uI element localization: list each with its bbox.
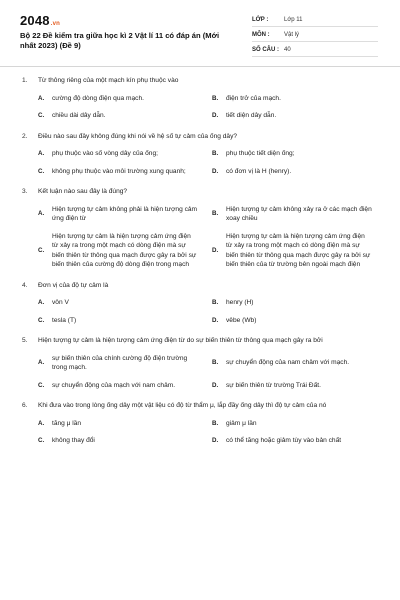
answer-option[interactable] — [212, 436, 378, 446]
meta-row-subject — [252, 29, 378, 42]
option-letter: D. — [212, 381, 219, 389]
logo-main-text: 2048 — [20, 13, 50, 28]
question-text: Đơn vị của độ tự cảm là — [38, 281, 109, 289]
option-letter: C. — [38, 167, 45, 175]
option-text: phụ thuộc tiết diện ống; — [226, 150, 295, 157]
option-letter: B. — [212, 359, 219, 367]
question-header — [22, 76, 378, 86]
answer-option[interactable] — [212, 149, 378, 159]
meta-key: MÔN : — [252, 32, 270, 38]
question-number: 3. — [22, 188, 28, 195]
answer-option[interactable] — [212, 205, 378, 224]
answer-options — [22, 298, 378, 325]
option-letter: C. — [38, 316, 45, 324]
question-text: Từ thông riêng của một mạch kín phụ thuộc vào — [38, 77, 179, 84]
option-letter: A. — [38, 94, 45, 102]
answer-option[interactable] — [38, 298, 204, 308]
answer-option[interactable] — [212, 94, 378, 104]
question-text: Kết luận nào sau đây là đúng? — [38, 188, 128, 195]
site-logo[interactable] — [20, 13, 60, 28]
answer-options — [22, 205, 378, 270]
option-text: Hiện tượng tự cảm là hiện tượng cảm ứng điện từ xảy ra trong một mạch có dòng điện mà sự biến thiên từ thông qua mạch được gây ra bởi sự biến thiên của từ trường bên ngoài mạch điện — [226, 232, 371, 268]
meta-row-question-count — [252, 44, 378, 57]
question-header — [22, 401, 378, 411]
question-item — [22, 281, 378, 326]
option-text: sự biến thiên của chính cường độ điện trường trong mạch. — [52, 354, 188, 371]
question-text: Hiện tượng tự cảm là hiện tượng cảm ứng điện từ do sự biến thiên từ thông qua mạch gây ra bởi — [38, 337, 323, 344]
answer-option[interactable] — [212, 419, 378, 429]
option-letter: B. — [212, 419, 219, 427]
answer-option[interactable] — [212, 298, 378, 308]
answer-option[interactable] — [38, 381, 204, 391]
option-letter: B. — [212, 299, 219, 306]
option-text: tăng μ lần — [52, 419, 82, 427]
answer-option[interactable] — [38, 94, 204, 104]
option-letter: D. — [212, 112, 219, 119]
answer-option[interactable] — [38, 167, 204, 177]
option-letter: A. — [38, 359, 45, 367]
option-letter: D. — [212, 246, 219, 254]
option-text: sự chuyển động của nam châm với mạch. — [226, 359, 350, 367]
header-divider — [0, 66, 400, 67]
question-header — [22, 187, 378, 197]
answer-option[interactable] — [212, 316, 378, 326]
question-item — [22, 132, 378, 177]
question-item — [22, 76, 378, 121]
option-text: vôn V — [52, 299, 69, 306]
option-text: Hiện tượng tự cảm không phải là hiện tượng cảm ứng điện từ — [52, 205, 198, 222]
question-header — [22, 281, 378, 291]
answer-option[interactable] — [38, 205, 204, 224]
question-item — [22, 401, 378, 446]
option-letter: B. — [212, 150, 219, 157]
option-text: phụ thuộc vào số vòng dây của ống; — [52, 150, 158, 157]
answer-option[interactable] — [38, 316, 204, 326]
answer-option[interactable] — [38, 354, 204, 373]
answer-option[interactable] — [212, 167, 378, 177]
option-text: vêbe (Wb) — [226, 316, 257, 324]
option-letter: A. — [38, 299, 45, 306]
option-text: sự biến thiên từ trường Trái Đất. — [226, 381, 321, 389]
question-item — [22, 336, 378, 390]
meta-key: SỐ CÂU : — [252, 47, 279, 53]
option-text: cường độ dòng điện qua mạch. — [52, 94, 144, 102]
option-letter: C. — [38, 381, 45, 389]
answer-option[interactable] — [38, 419, 204, 429]
question-number: 4. — [22, 281, 28, 289]
answer-option[interactable] — [38, 436, 204, 446]
meta-value: Lớp 11 — [284, 17, 303, 23]
option-text: điện trở của mạch. — [226, 94, 281, 102]
meta-row-class — [252, 14, 378, 27]
document-meta — [252, 14, 378, 59]
answer-options — [22, 94, 378, 121]
question-text: Khi đưa vào trong lòng ống dây một vật liệu có độ từ thẩm μ, lắp đầy ống dây thì độ tự cảm của nó — [38, 402, 327, 409]
answer-option[interactable] — [38, 111, 204, 121]
meta-value: Vật lý — [284, 32, 300, 38]
question-list — [0, 76, 400, 457]
question-number: 6. — [22, 402, 28, 409]
answer-option[interactable] — [38, 149, 204, 159]
option-text: tiết diện dây dẫn. — [226, 112, 277, 119]
question-number: 5. — [22, 337, 28, 344]
question-header — [22, 336, 378, 346]
option-letter: C. — [38, 437, 45, 444]
option-letter: A. — [38, 419, 45, 427]
answer-options — [22, 149, 378, 176]
option-text: chiều dài dây dẫn. — [52, 112, 106, 119]
answer-options — [22, 354, 378, 391]
option-text: sự chuyển động của mạch với nam châm. — [52, 381, 176, 389]
option-letter: D. — [212, 167, 219, 175]
option-letter: C. — [38, 112, 45, 119]
answer-option[interactable] — [212, 111, 378, 121]
option-text: không phụ thuộc vào môi trường xung quanh; — [52, 167, 186, 175]
option-letter: B. — [212, 94, 219, 102]
option-letter: A. — [38, 150, 45, 157]
page-header — [0, 0, 400, 62]
option-text: có thể tăng hoặc giảm tùy vào bản chất — [226, 437, 342, 444]
option-text: giảm μ lần — [226, 419, 257, 427]
question-header — [22, 132, 378, 142]
option-text: không thay đổi — [52, 437, 95, 444]
option-letter: C. — [38, 246, 45, 254]
option-text: tesla (T) — [52, 316, 77, 324]
answer-option[interactable] — [212, 232, 378, 270]
question-text: Điều nào sau đây không đúng khi nói về hệ số tự cảm của ống dây? — [38, 132, 238, 140]
logo-suffix-text: .vn — [50, 21, 61, 27]
option-text: henry (H) — [226, 299, 254, 306]
answer-option[interactable] — [38, 232, 204, 270]
answer-option[interactable] — [212, 354, 378, 373]
option-text: Hiện tượng tự cảm là hiện tượng cảm ứng điện từ xảy ra trong một mạch có dòng điện mà sự biến thiên từ thông qua mạch được gây ra bởi sự biến thiên của cường độ dòng điện trong mạch — [52, 232, 197, 268]
question-number: 1. — [22, 77, 28, 84]
option-letter: D. — [212, 437, 219, 444]
document-title: Bộ 22 Đề kiểm tra giữa học kì 2 Vật lí 11 có đáp án (Mới nhất 2023) (Đề 9) — [20, 31, 220, 50]
question-number: 2. — [22, 132, 28, 140]
option-letter: A. — [38, 210, 45, 218]
option-text: có đơn vị là H (henry). — [226, 167, 292, 175]
option-letter: B. — [212, 210, 219, 218]
option-text: Hiện tượng tự cảm không xảy ra ở các mạch điện xoay chiều — [226, 205, 372, 222]
question-item — [22, 187, 378, 270]
answer-options — [22, 419, 378, 446]
meta-key: LỚP : — [252, 17, 269, 23]
option-letter: D. — [212, 316, 219, 324]
answer-option[interactable] — [212, 381, 378, 391]
meta-value: 40 — [284, 47, 291, 53]
